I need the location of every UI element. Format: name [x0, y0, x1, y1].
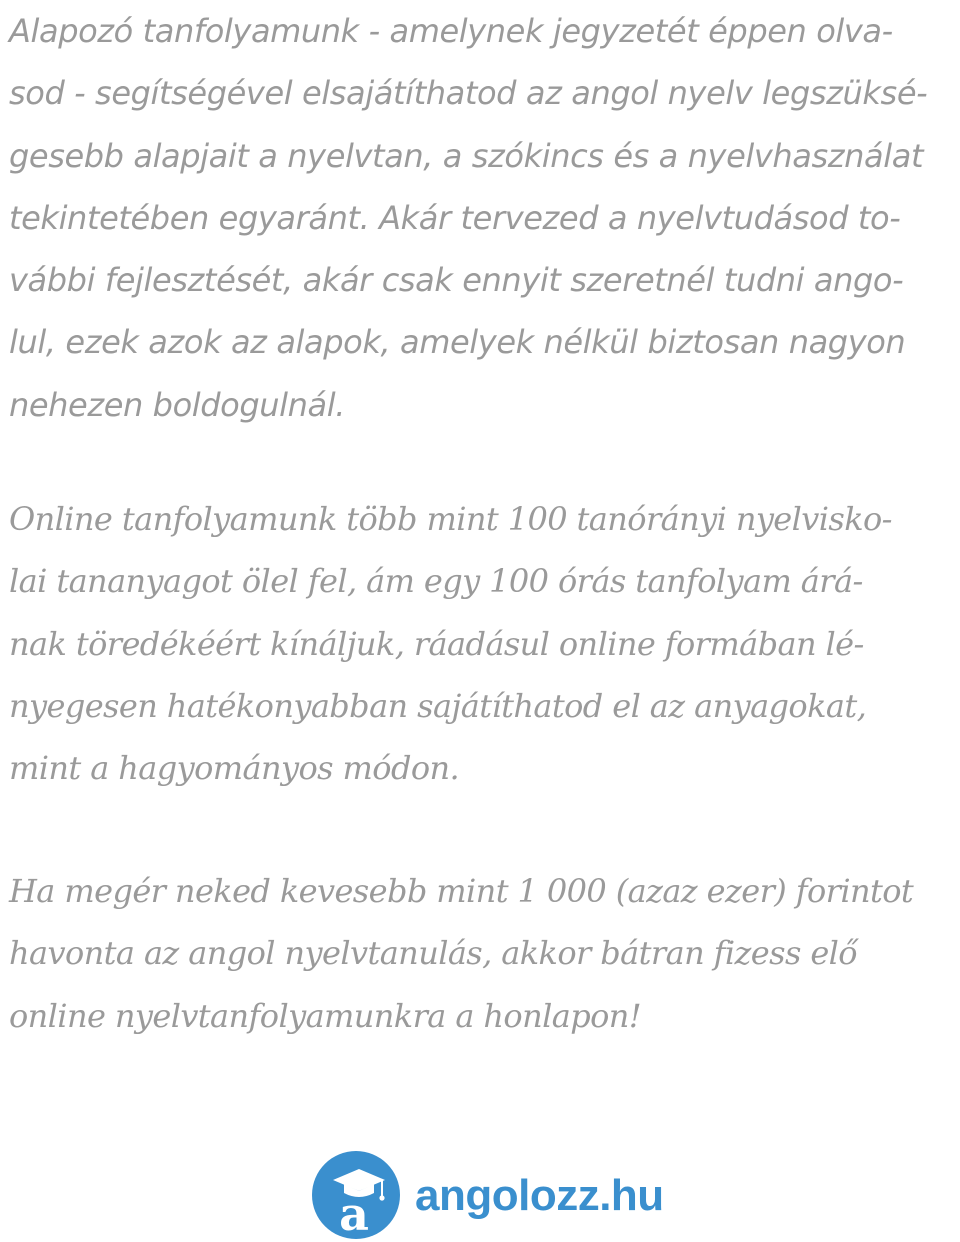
call-to-action-paragraph — [9, 860, 913, 1047]
paragraph-line: online nyelvtanfolyamunkra a honlapon! — [9, 996, 642, 1035]
paragraph-line: havonta az angol nyelvtanulás, akkor bátran fizess elő — [9, 934, 857, 973]
paragraph-line: lul, ezek azok az alapok, amelyek nélkül biztosan nagyon — [9, 323, 906, 362]
course-description-paragraph — [9, 488, 892, 799]
paragraph-line: Online tanfolyamunk több mint 100 tanórányi nyelvisko- — [9, 500, 892, 538]
paragraph-line: nehezen boldogulnál. — [9, 385, 345, 424]
paragraph-line: sod - segítségével elsajátíthatod az angol nyelv legszüksé- — [9, 74, 928, 113]
paragraph-line: Ha megér neked kevesebb mint 1 000 (azaz ezer) forintot — [9, 872, 914, 910]
paragraph-line: nyegesen hatékonyabban sajátíthatod el az anyagokat, — [9, 686, 867, 725]
logo-mark-letter: a — [339, 1187, 369, 1240]
paragraph-line: Alapozó tanfolyamunk - amelynek jegyzetét éppen olva- — [9, 12, 893, 50]
angolozz-logo[interactable] — [311, 1150, 671, 1240]
logo-wordmark: angolozz.hu — [415, 1171, 664, 1220]
paragraph-line: nak töredékéért kínáljuk, ráadásul online formában lé- — [9, 624, 864, 663]
paragraph-line: mint a hagyományos módon. — [9, 749, 460, 788]
paragraph-line: lai tananyagot ölel fel, ám egy 100 órás tanfolyam árá- — [9, 562, 863, 601]
intro-paragraph — [9, 0, 927, 436]
logo-mark — [311, 1150, 401, 1240]
paragraph-line: gesebb alapjait a nyelvtan, a szókincs és a nyelvhasználat — [9, 136, 924, 175]
paragraph-line: tekintetében egyaránt. Akár tervezed a nyelvtudásod to- — [9, 198, 901, 237]
paragraph-line: vábbi fejlesztését, akár csak ennyit szeretnél tudni ango- — [9, 261, 904, 300]
